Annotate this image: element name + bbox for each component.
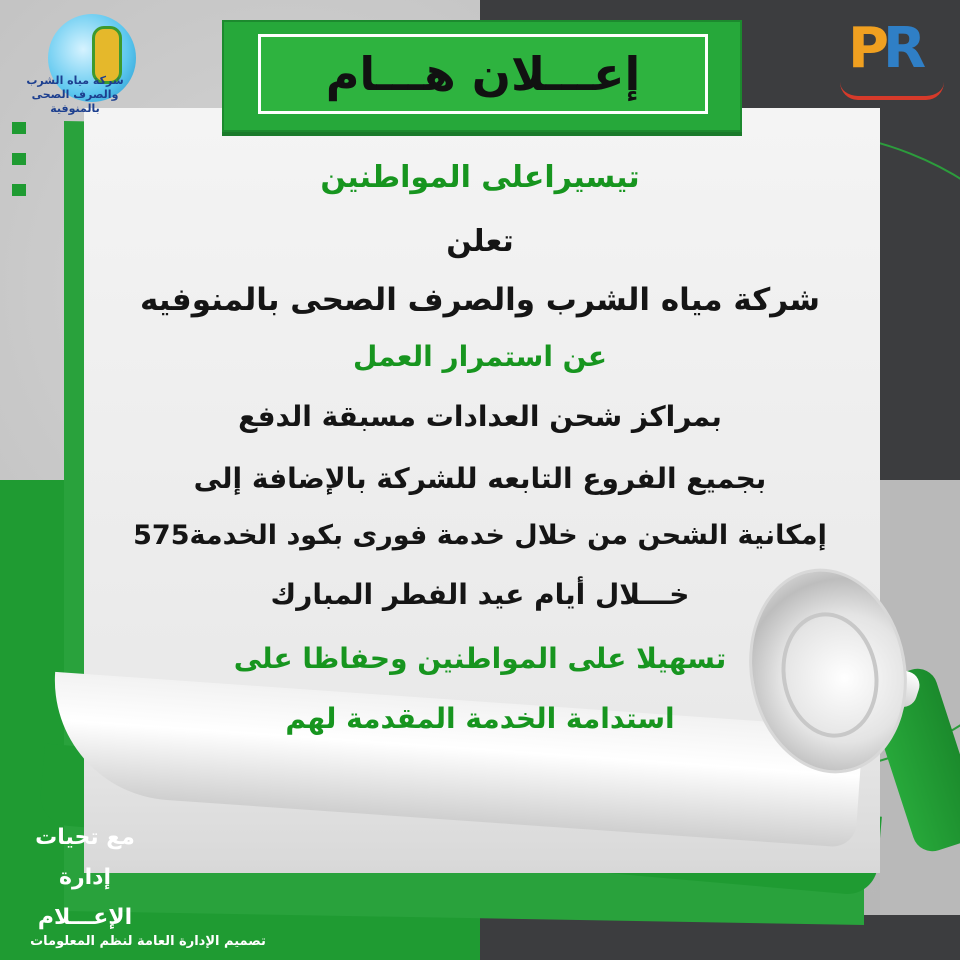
title-banner-inner [258,34,708,114]
pr-logo [840,16,950,108]
company-logo-text: شركة مياه الشرب والصرف الصحى بالمنوفية [26,74,124,115]
megaphone-icon [740,560,960,860]
body-line-5: بمراكز شحن العدادات مسبقة الدفع [238,400,722,433]
decorative-dots [12,122,26,215]
body-line-9: تسهيلا على المواطنين وحفاظا على [233,642,727,675]
announcement-title: إعـــلان هـــام [325,47,641,101]
body-line-10: استدامة الخدمة المقدمة لهم [285,702,675,735]
body-line-3: شركة مياه الشرب والصرف الصحى بالمنوفيه [139,282,821,318]
body-line-7: إمكانية الشحن من خلال خدمة فورى بكود الخدمة575 [133,520,827,551]
body-line-6: بجميع الفروع التابعه للشركة بالإضافة إلى [193,462,767,495]
pr-logo-letters: PR [848,16,921,81]
department-name: إدارة الإعـــلام [37,865,133,930]
body-line-4: عن استمرار العمل [353,340,607,373]
design-credit: تصميم الإدارة العامة لنظم المعلومات [30,934,266,949]
water-company-logo [10,8,140,120]
regards-text: مع تحيات [35,825,135,850]
pr-logo-swoosh [840,82,944,100]
body-line-1: تيسيراعلى المواطنين [320,160,640,195]
body-line-8: خـــلال أيام عيد الفطر المبارك [270,578,690,611]
signature-block [10,818,160,938]
body-line-2: تعلن [446,224,514,259]
